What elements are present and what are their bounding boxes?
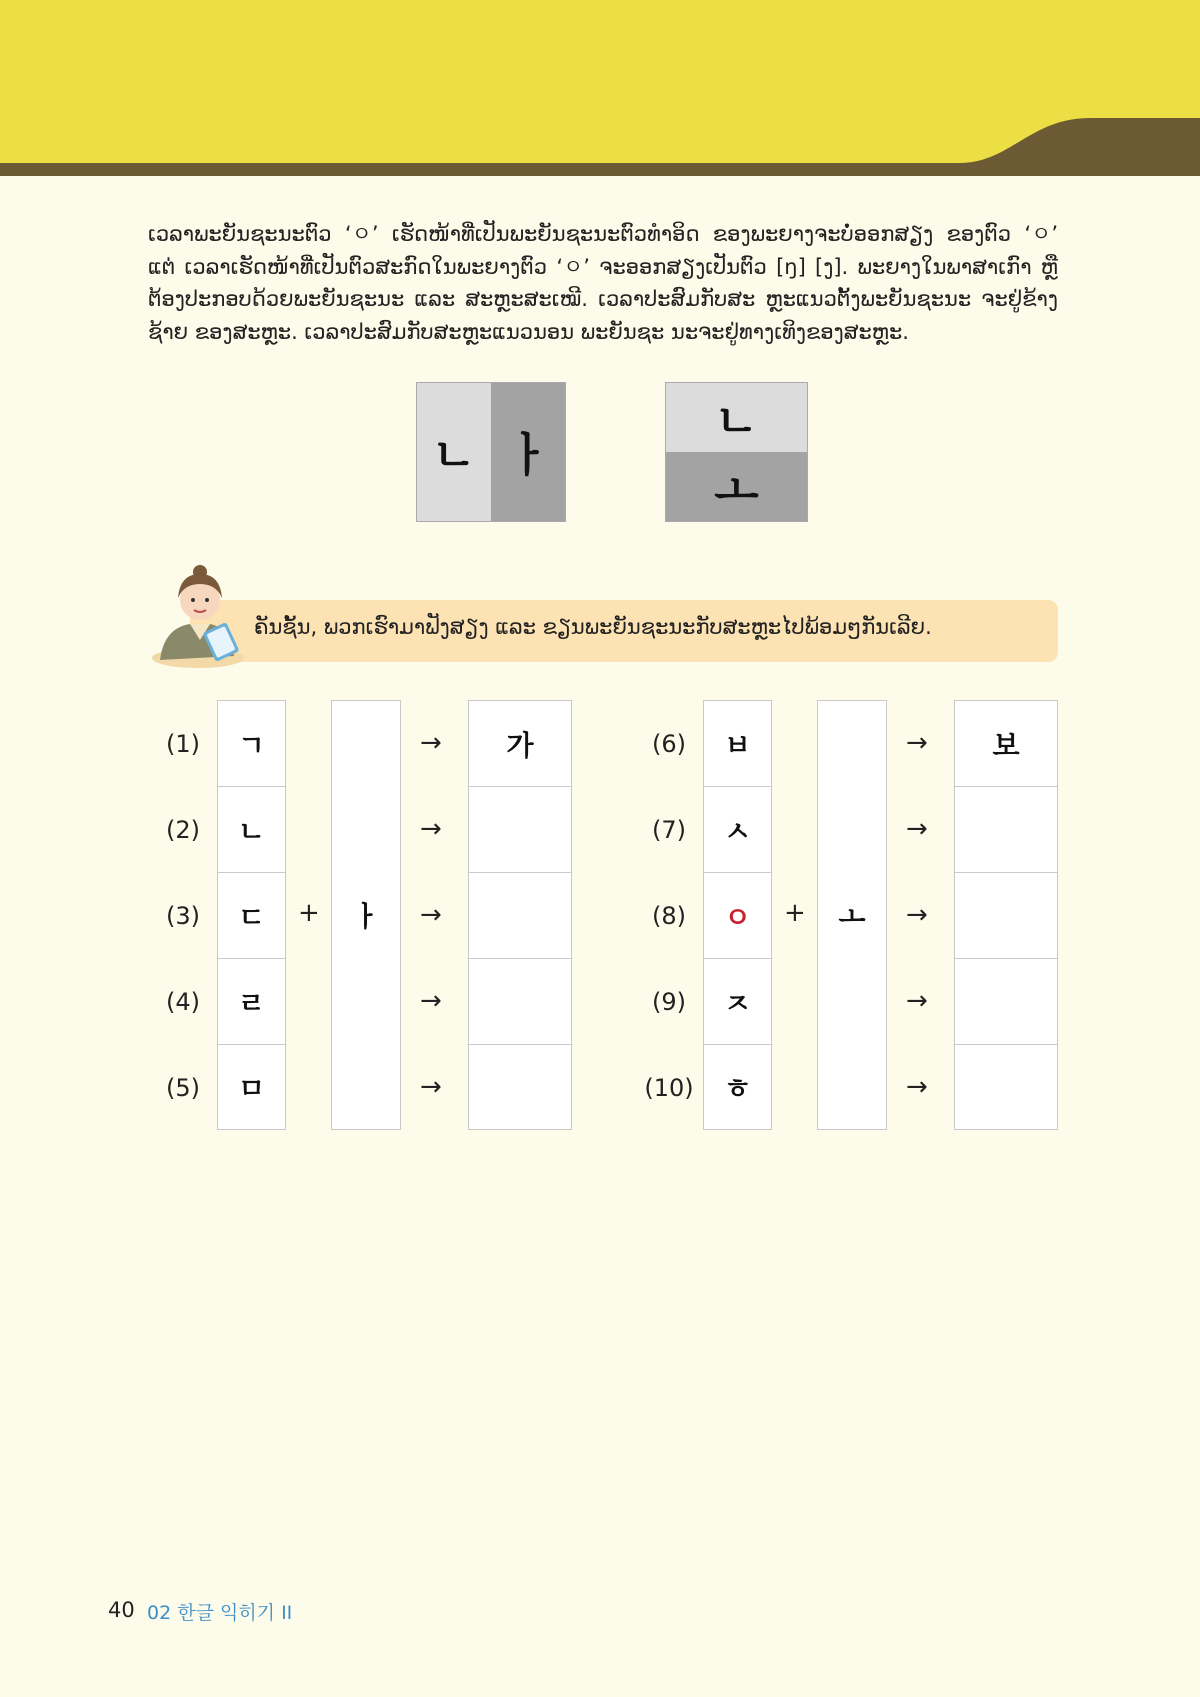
consonant-cell: ㄹ — [217, 958, 286, 1045]
consonant-cell: ㅅ — [703, 786, 772, 873]
exercise-number: (10) — [644, 1074, 694, 1102]
answer-cell[interactable] — [468, 786, 572, 873]
answer-cell[interactable]: 가 — [468, 700, 572, 787]
consonant-cell: ㄴ — [217, 786, 286, 873]
consonant-cell: ㅂ — [703, 700, 772, 787]
horizontal-combination-diagram — [416, 382, 566, 522]
exercise-number: (5) — [166, 1074, 200, 1102]
plus-sign: + — [784, 898, 806, 928]
chapter-title: 02 한글 익히기 II — [147, 1602, 293, 1624]
consonant-cell: ㄱ — [217, 700, 286, 787]
demo-vowel: ㅏ — [491, 383, 565, 521]
plus-sign: + — [298, 898, 320, 928]
vowel-column: ㅗ — [817, 700, 887, 1130]
arrow: → — [420, 728, 442, 758]
answer-cell[interactable] — [954, 786, 1058, 873]
consonant-cell: ㅁ — [217, 1044, 286, 1130]
exercise-number: (6) — [652, 730, 686, 758]
arrow: → — [420, 1072, 442, 1102]
exercise-number: (2) — [166, 816, 200, 844]
answer-cell[interactable] — [468, 1044, 572, 1130]
exercise-number: (8) — [652, 902, 686, 930]
arrow: → — [906, 900, 928, 930]
arrow: → — [906, 728, 928, 758]
exercise-number: (4) — [166, 988, 200, 1016]
arrow: → — [906, 814, 928, 844]
exercise-number: (9) — [652, 988, 686, 1016]
answer-cell[interactable] — [468, 958, 572, 1045]
demo-vowel: ㅗ — [666, 452, 807, 521]
page-number: 40 — [108, 1598, 135, 1622]
vertical-combination-diagram — [665, 382, 808, 522]
explanation-paragraph: ເວລາພະຍັນຊະນະຕົວ ‘ㅇ’ ເຮັດໜ້າທີ່ເປັນພະຍັນຊະນະຕົວທໍາອິດ ຂອງພະຍາງຈະບໍ່ອອກສຽງ ຂອງຕົວ ‘ㅇ’ ແຕ່ ເວລາເຮັດໜ້າທີ່ເປັນຕົວສະກົດໃນພະຍາງຕົວ ‘ㅇ’ ຈະອອກສຽງເປັນຕົວ [ŋ] [ງ]. ພະຍາງໃນພາສາເກົາ ຫຼື ຕ້ອງປະກອບດ້ວຍພະຍັນຊະນະ ແລະ ສະຫຼະສະເໝີ. ເວລາປະສົມກັບສະ ຫຼະແນວຕັ້ງພະຍັນຊະນະ ຈະຢູ່ຂ້າງຊ້າຍ ຂອງສະຫຼະ. ເວລາປະສົມກັບສະຫຼະແນວນອນ ພະຍັນຊະ ນະຈະຢູ່ທາງເທິງຂອງສະຫຼະ. — [148, 222, 1058, 344]
demo-consonant: ㄴ — [666, 383, 807, 452]
arrow: → — [906, 986, 928, 1016]
answer-cell[interactable] — [954, 1044, 1058, 1130]
arrow: → — [906, 1072, 928, 1102]
consonant-cell: ㄷ — [217, 872, 286, 959]
demo-consonant: ㄴ — [417, 383, 491, 521]
answer-cell[interactable] — [954, 958, 1058, 1045]
exercise-number: (3) — [166, 902, 200, 930]
consonant-cell-highlighted: ㅇ — [703, 872, 772, 959]
arrow: → — [420, 986, 442, 1016]
arrow: → — [420, 900, 442, 930]
exercise-number: (1) — [166, 730, 200, 758]
teacher-illustration-icon — [150, 560, 250, 670]
header-band — [0, 0, 1200, 176]
arrow: → — [420, 814, 442, 844]
answer-cell[interactable]: 보 — [954, 700, 1058, 787]
vowel-column: ㅏ — [331, 700, 401, 1130]
consonant-cell: ㅎ — [703, 1044, 772, 1130]
speech-text: ຄັນຊັ້ນ, ພວກເຮົາມາຟັງສຽງ ແລະ ຂຽນພະຍັນຊະນະກັບສະຫຼະໄປພ້ອມໆກັນເລີຍ. — [254, 615, 932, 639]
answer-cell[interactable] — [468, 872, 572, 959]
exercise-number: (7) — [652, 816, 686, 844]
answer-cell[interactable] — [954, 872, 1058, 959]
consonant-cell: ㅈ — [703, 958, 772, 1045]
